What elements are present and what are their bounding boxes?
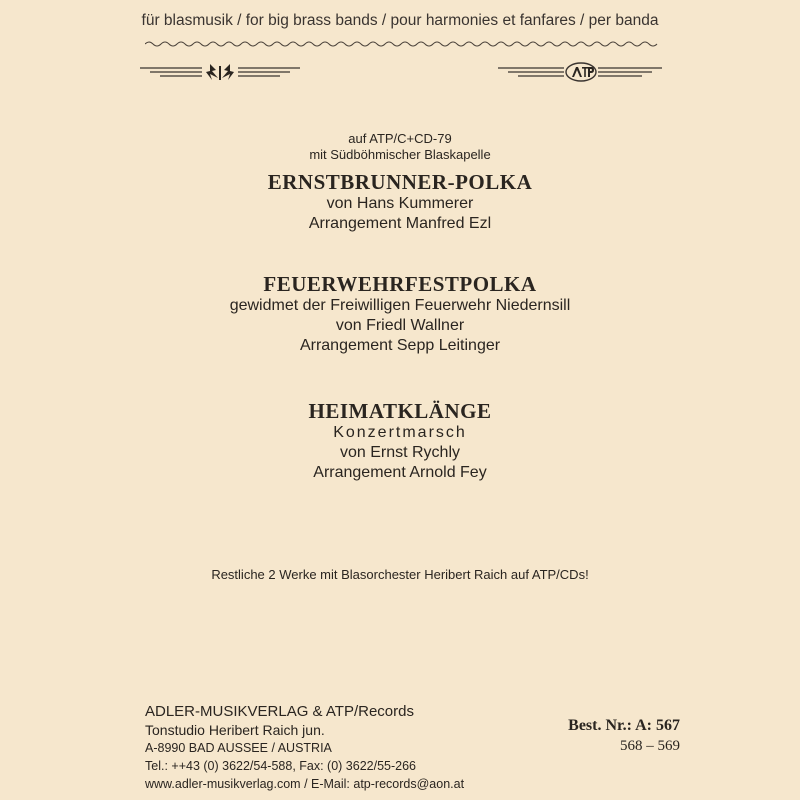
work-arranger: Arrangement Manfred Ezl [308,215,492,232]
adler-logo-icon [140,60,300,84]
order-number [530,716,680,756]
work-ernstbrunner-polka [0,170,800,234]
release-number: auf ATP/C+CD-79 [348,131,452,146]
publisher-studio: Tonstudio Heribert Raich jun. [145,722,325,738]
work-composer: von Friedl Wallner [335,317,465,334]
work-dedication: gewidmet der Freiwilligen Feuerwehr Niedernsill [229,297,571,314]
work-title: HEIMATKLÄNGE [308,399,492,423]
work-genre: Konzertmarsch [333,424,467,441]
publisher-address: A-8990 BAD AUSSEE / AUSTRIA [145,741,332,755]
work-arranger: Arrangement Arnold Fey [313,464,487,481]
work-title: ERNSTBRUNNER-POLKA [267,170,533,194]
work-arranger: Arrangement Sepp Leitinger [299,337,501,354]
publisher-phone-fax: Tel.: ++43 (0) 3622/54-588, Fax: (0) 3622/55-266 [145,759,417,773]
work-composer: von Hans Kummerer [326,195,474,212]
work-feuerwehrfestpolka [0,272,800,356]
wavy-divider [145,40,660,48]
publisher-info [145,703,464,793]
work-composer: von Ernst Rychly [339,444,461,461]
languages-header: für blasmusik / for big brass bands / pour harmonies et fanfares / per banda [141,12,659,29]
publisher-name: ADLER-MUSIKVERLAG & ATP/Records [145,703,414,720]
publisher-web-mail: www.adler-musikverlag.com / E-Mail: atp-records@aon.at [145,777,465,791]
work-heimatklaenge [0,399,800,483]
work-title: FEUERWEHRFESTPOLKA [263,272,537,296]
recording-note: Restliche 2 Werke mit Blasorchester Heribert Raich auf ATP/CDs! [211,567,589,582]
order-number-label: Best. Nr.: A: 567 [568,717,680,734]
recording-info [0,131,800,163]
ensemble-name: mit Südböhmischer Blaskapelle [309,147,491,162]
order-number-range: 568 – 569 [620,738,680,754]
atp-logo-icon [498,60,662,84]
